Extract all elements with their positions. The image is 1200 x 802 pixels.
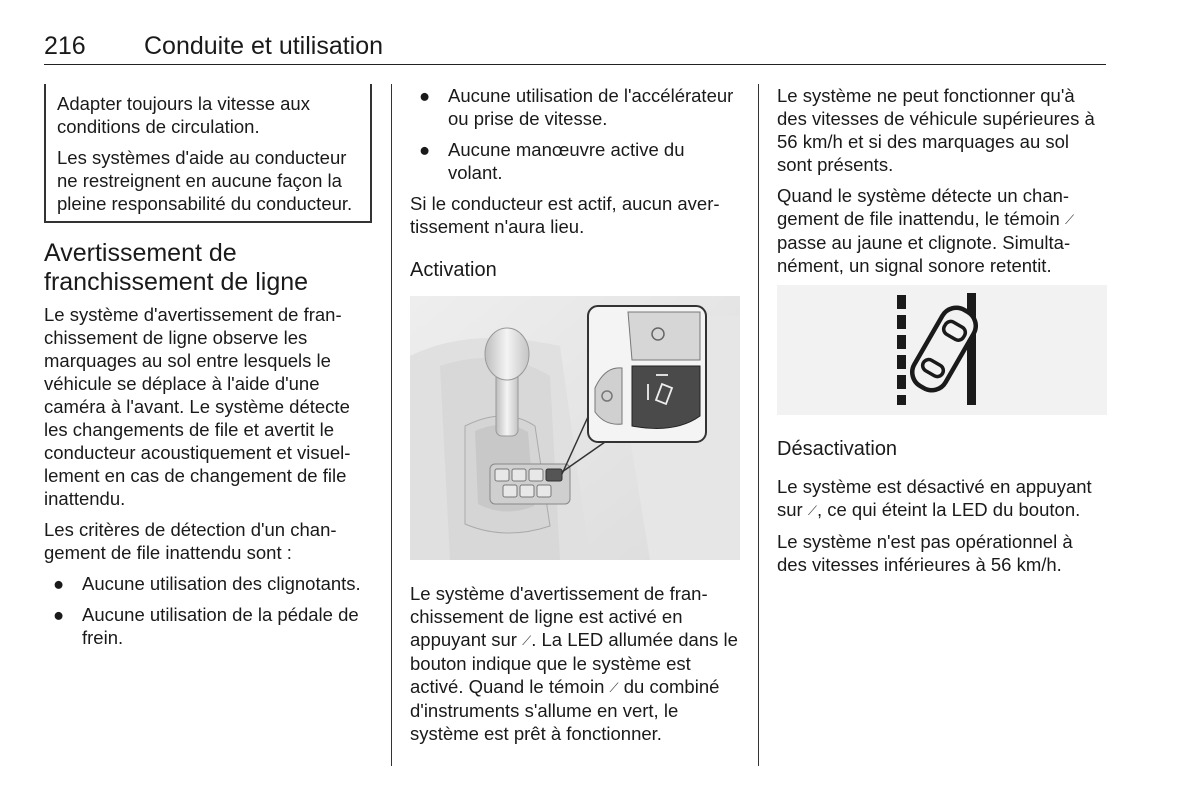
section-title: Avertissement de franchissement de ligne [44, 239, 309, 296]
chapter-title: Conduite et utilisation [144, 32, 384, 60]
intro-paragraph: Le système d'avertissement de franchissement de ligne observe les marquages au sol entre lesquels le véhicule se déplace à l'aide d'une caméra à l'avant. Le système détecte les changements de file et avertit le conducteur acoustiquement et visuellement en cas de changement de file inattendu. [44, 304, 351, 509]
speed-condition-paragraph: Le système ne peut fonctionner qu'à des vitesses de véhicule supérieures à 56 km/h et si des marquages au sol sont présents. [777, 85, 1095, 175]
notice-box [44, 84, 372, 223]
notice-text-2: Les systèmes d'aide au conducteur ne restreignent en aucune façon la pleine responsabilité du conducteur. [57, 147, 353, 214]
low-speed-paragraph: Le système n'est pas opérationnel à des vitesses inférieures à 56 km/h. [777, 531, 1073, 575]
bullet-icon: ● [53, 573, 65, 594]
list-item: ● Aucune utilisation de la pédale de frein. [53, 604, 359, 648]
bullet-icon: ● [419, 139, 431, 160]
console-button-illustration [410, 296, 740, 560]
warning-paragraph: Quand le système détecte un changement de file inattendu, le témoin ⟋ passe au jaune et clignote. Simultanément, un signal sonore retentit. [777, 185, 1075, 276]
notice-text-1: Adapter toujours la vitesse aux conditions de circulation. [57, 93, 310, 137]
criteria-list [44, 572, 372, 649]
column-3 [777, 84, 1107, 584]
criteria-list-continued [410, 84, 740, 184]
lane-departure-icon: ⟋ [522, 633, 532, 648]
activation-title: Activation [410, 259, 497, 281]
lane-departure-icon: ⟋ [1064, 212, 1075, 227]
activation-paragraph: Le système d'avertissement de franchissement de ligne est activé en appuyant sur ⟋. La LED allumée dans le bouton indique que le système est activé. Quand le témoin ⟋ du combiné d'instruments s'allume en vert, le système est prêt à fonctionner. [410, 583, 738, 744]
column-2 [410, 84, 740, 753]
lane-departure-icon: ⟋ [609, 680, 619, 695]
bullet-icon: ● [419, 85, 431, 106]
deactivation-paragraph: Le système est désactivé en appuyant sur ⟋, ce qui éteint la LED du bouton. [777, 476, 1092, 520]
header-rule [44, 64, 1106, 65]
column-1 [44, 84, 372, 657]
criteria-paragraph: Les critères de détection d'un changement de file inattendu sont : [44, 519, 337, 563]
list-item: ● Aucune utilisation des clignotants. [53, 573, 361, 594]
deactivation-title: Désactivation [777, 438, 898, 460]
lane-departure-icon: ⟋ [807, 503, 817, 518]
column-divider-2 [758, 84, 759, 766]
lane-departure-symbol-figure [777, 285, 1107, 415]
bullet-icon: ● [53, 604, 65, 625]
driver-active-paragraph: Si le conducteur est actif, aucun avertissement n'aura lieu. [410, 193, 720, 237]
list-item: ● Aucune utilisation de l'accélérateur ou prise de vitesse. [419, 85, 734, 129]
page-number: 216 [44, 32, 86, 60]
page-header [44, 30, 1106, 66]
column-divider-1 [391, 84, 392, 766]
list-item: ● Aucune manœuvre active du volant. [419, 139, 685, 183]
